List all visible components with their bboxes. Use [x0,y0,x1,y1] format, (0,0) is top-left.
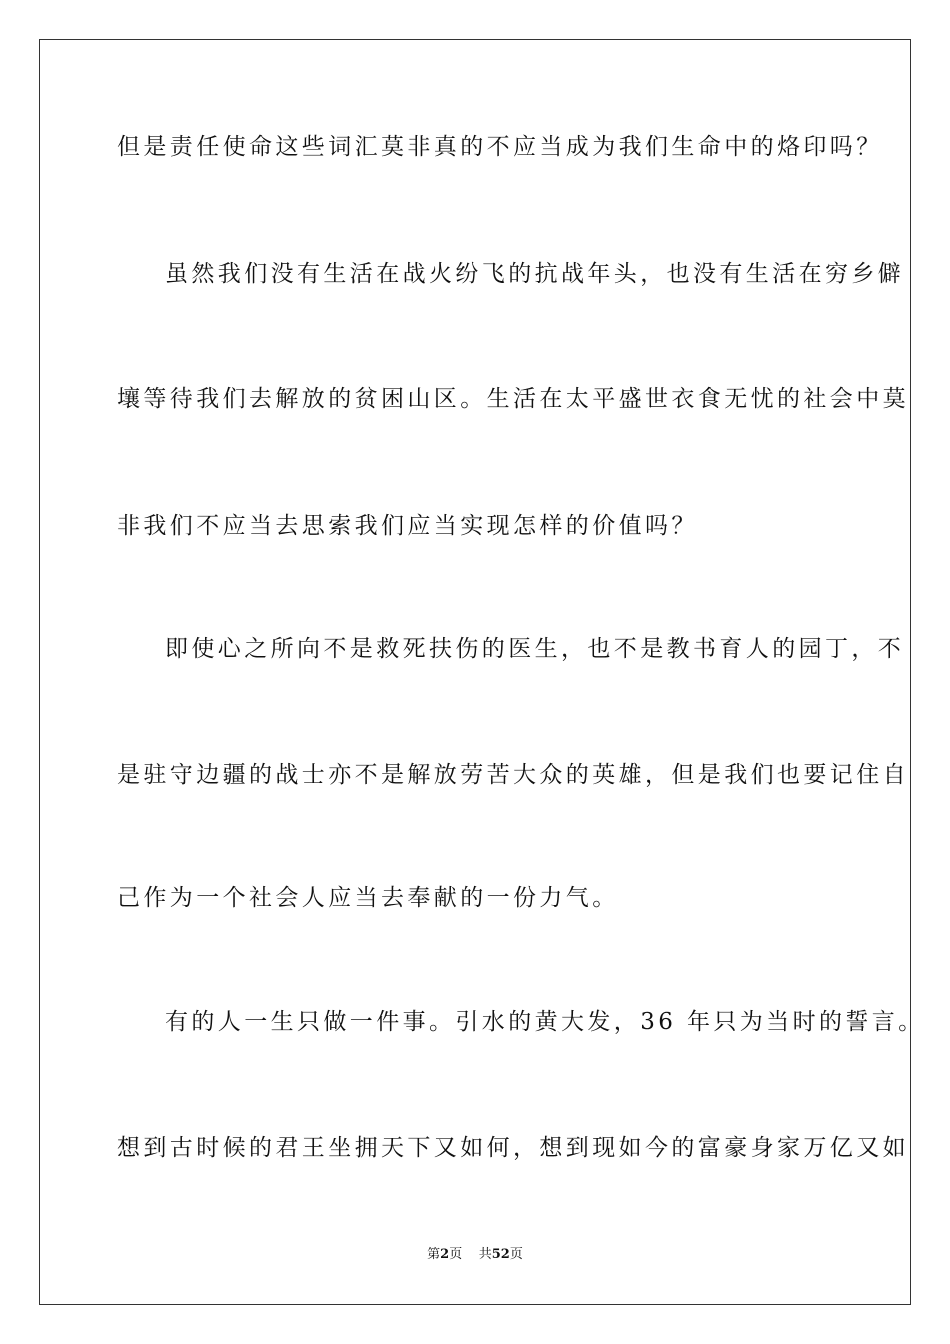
text-line-9: 想到古时候的君王坐拥天下又如何，想到现如今的富豪身家万亿又如 [117,1135,909,1161]
text-line-2: 虽然我们没有生活在战火纷飞的抗战年头，也没有生活在穷乡僻 [165,261,905,287]
footer-page-prefix: 第 [427,1247,441,1262]
footer-total-pages: 52 [491,1247,510,1262]
page-border [39,39,911,1305]
text-line-3: 壤等待我们去解放的贫困山区。生活在太平盛世衣食无忧的社会中莫 [117,386,909,412]
text-line-7: 己作为一个社会人应当去奉献的一份力气。 [117,885,619,911]
text-line-8: 有的人一生只做一件事。引水的黄大发，36 年只为当时的誓言。 [165,1009,925,1035]
footer-total-suffix: 页 [509,1247,523,1262]
footer-total-prefix: 共 [478,1247,492,1262]
footer-page-number: 2 [440,1247,450,1262]
text-line-1: 但是责任使命这些词汇莫非真的不应当成为我们生命中的烙印吗？ [117,134,883,160]
text-line-5: 即使心之所向不是救死扶伤的医生，也不是教书育人的园丁，不 [165,636,905,662]
footer-page-suffix: 页 [449,1247,463,1262]
page-footer [0,1246,950,1264]
text-line-6: 是驻守边疆的战士亦不是解放劳苦大众的英雄，但是我们也要记住自 [117,762,909,788]
text-line-4: 非我们不应当去思索我们应当实现怎样的价值吗？ [117,513,698,539]
